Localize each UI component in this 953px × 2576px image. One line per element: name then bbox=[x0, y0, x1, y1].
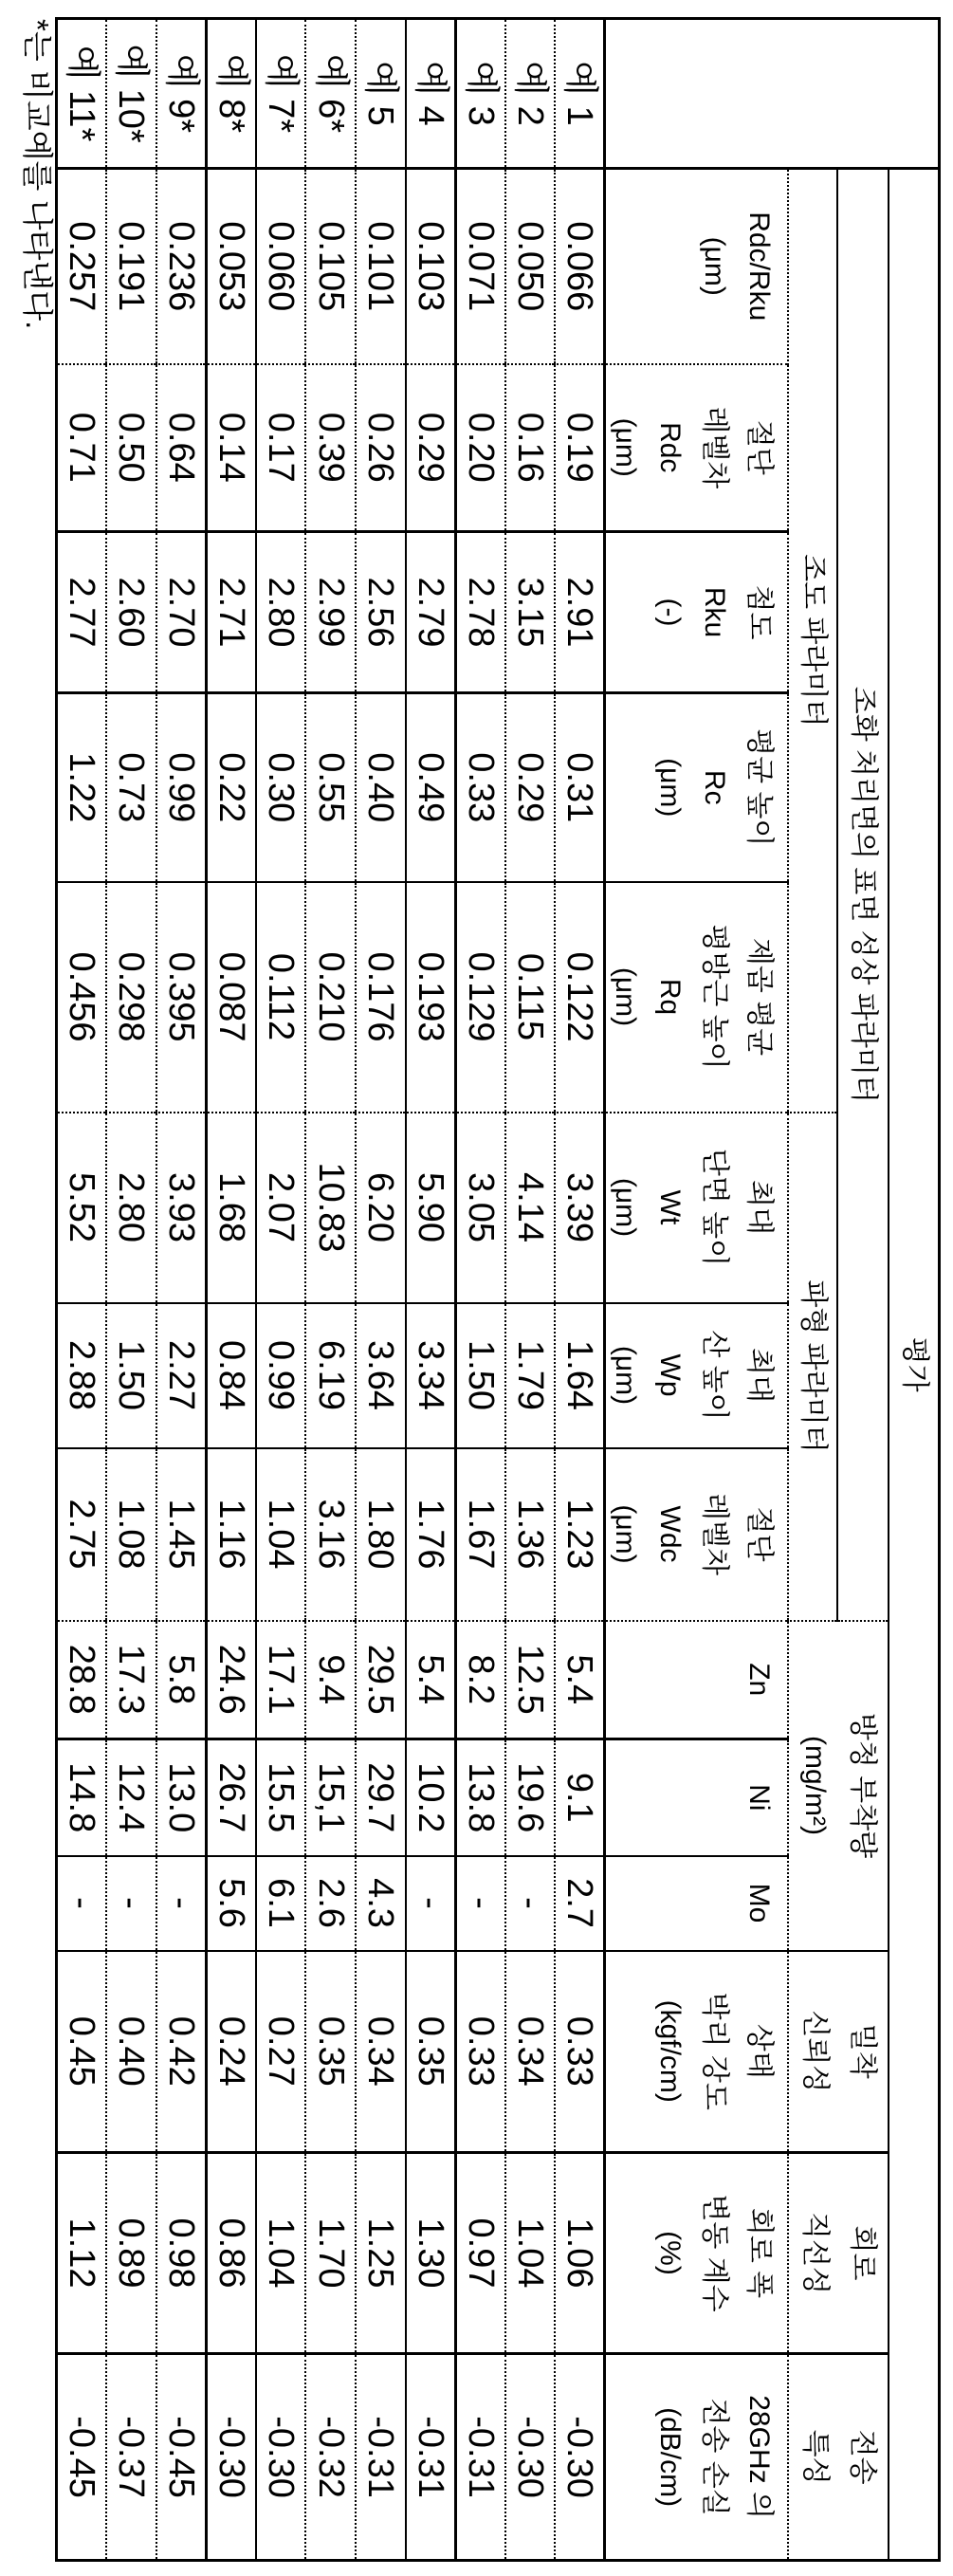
cell-transmission-loss: -0.45 bbox=[156, 2354, 207, 2561]
cell-wt: 2.80 bbox=[106, 1113, 156, 1303]
table-row bbox=[356, 19, 406, 2561]
row-label: 예 5 bbox=[356, 19, 406, 169]
row-label: 예 11* bbox=[56, 19, 106, 169]
cell-zn: 24.6 bbox=[206, 1621, 256, 1739]
cell-rdc-rku: 0.053 bbox=[206, 169, 256, 364]
column-header-line: Wt bbox=[654, 1189, 687, 1225]
cell-rdc: 0.14 bbox=[206, 364, 256, 532]
cell-ni: 15.5 bbox=[256, 1739, 306, 1856]
header-transmission-characteristics bbox=[789, 2354, 889, 2561]
cell-rdc-rku: 0.071 bbox=[455, 169, 505, 364]
cell-wp: 1.50 bbox=[106, 1303, 156, 1448]
cell-wdc: 1.80 bbox=[356, 1448, 406, 1621]
cell-rku: 2.71 bbox=[206, 532, 256, 693]
column-header-line: Wdc bbox=[654, 1505, 687, 1563]
column-header-line: (μm) bbox=[610, 1504, 642, 1564]
column-header-line: 변동 계수 bbox=[699, 2194, 731, 2312]
cell-width-variation: 1.04 bbox=[256, 2153, 306, 2354]
cell-wp: 1.50 bbox=[455, 1303, 505, 1448]
cell-rdc: 0.64 bbox=[156, 364, 207, 532]
cell-zn: 5.4 bbox=[555, 1621, 605, 1739]
column-header-rdc-rku bbox=[605, 169, 789, 364]
cell-rku: 2.60 bbox=[106, 532, 156, 693]
cell-mo: 2.7 bbox=[555, 1856, 605, 1951]
cell-rku: 2.70 bbox=[156, 532, 207, 693]
header-row-1 bbox=[889, 19, 940, 2561]
column-header-peel-strength bbox=[605, 1951, 789, 2153]
cell-rdc-rku: 0.060 bbox=[256, 169, 306, 364]
cell-wdc: 1.23 bbox=[555, 1448, 605, 1621]
cell-width-variation: 1.04 bbox=[505, 2153, 556, 2354]
cell-rku: 2.77 bbox=[56, 532, 106, 693]
column-header-width-variation bbox=[605, 2153, 789, 2354]
cell-wp: 0.84 bbox=[206, 1303, 256, 1448]
column-header-line: Rq bbox=[654, 978, 687, 1016]
column-header-line: 전송 손실 bbox=[699, 2398, 731, 2516]
table-row bbox=[256, 19, 306, 2561]
row-label: 예 10* bbox=[106, 19, 156, 169]
cell-mo: 4.3 bbox=[356, 1856, 406, 1951]
cell-wt: 5.90 bbox=[406, 1113, 456, 1303]
cell-rc: 0.22 bbox=[206, 693, 256, 882]
column-header-line: 상태 bbox=[743, 2023, 776, 2079]
header-evaluation: 평가 bbox=[889, 169, 940, 2561]
cell-zn: 17.3 bbox=[106, 1621, 156, 1739]
column-header-line: (μm) bbox=[610, 966, 642, 1027]
cell-rdc-rku: 0.105 bbox=[305, 169, 356, 364]
cell-rku: 2.91 bbox=[555, 532, 605, 693]
cell-wdc: 1.76 bbox=[406, 1448, 456, 1621]
cell-rdc-rku: 0.236 bbox=[156, 169, 207, 364]
cell-rdc: 0.20 bbox=[455, 364, 505, 532]
cell-rdc: 0.19 bbox=[555, 364, 605, 532]
column-header-content bbox=[607, 1622, 788, 1739]
cell-transmission-loss: -0.45 bbox=[56, 2354, 106, 2561]
evaluation-table bbox=[55, 17, 941, 2562]
column-header-content bbox=[607, 170, 788, 363]
header-line: 방청 부착량 bbox=[847, 1712, 879, 1859]
cell-wdc: 1.67 bbox=[455, 1448, 505, 1621]
header-line: 직선성 bbox=[799, 2212, 832, 2294]
header-adhesion-reliability bbox=[789, 1951, 889, 2153]
cell-zn: 5.8 bbox=[156, 1621, 207, 1739]
cell-transmission-loss: -0.31 bbox=[406, 2354, 456, 2561]
column-header-line: 회로 폭 bbox=[743, 2207, 776, 2299]
column-header-rdc bbox=[605, 364, 789, 532]
table-row bbox=[305, 19, 356, 2561]
cell-rq: 0.298 bbox=[106, 882, 156, 1113]
column-header-line: (μm) bbox=[610, 1177, 642, 1238]
cell-zn: 9.4 bbox=[305, 1621, 356, 1739]
cell-wt: 2.07 bbox=[256, 1113, 306, 1303]
cell-rq: 0.129 bbox=[455, 882, 505, 1113]
cell-mo: 5.6 bbox=[206, 1856, 256, 1951]
cell-width-variation: 1.25 bbox=[356, 2153, 406, 2354]
cell-rdc: 0.26 bbox=[356, 364, 406, 532]
cell-rku: 2.56 bbox=[356, 532, 406, 693]
column-header-line: (kgf/cm) bbox=[654, 1999, 687, 2103]
cell-peel-strength: 0.33 bbox=[455, 1951, 505, 2153]
row-label: 예 9* bbox=[156, 19, 207, 169]
cell-wt: 10.83 bbox=[305, 1113, 356, 1303]
cell-mo: - bbox=[505, 1856, 556, 1951]
cell-wdc: 2.75 bbox=[56, 1448, 106, 1621]
cell-rku: 2.78 bbox=[455, 532, 505, 693]
table-row bbox=[206, 19, 256, 2561]
column-header-line: 28GHz 의 bbox=[743, 2395, 776, 2519]
column-header-line: 절단 bbox=[743, 419, 776, 475]
row-label: 예 4 bbox=[406, 19, 456, 169]
cell-rc: 0.29 bbox=[505, 693, 556, 882]
cell-wp: 0.99 bbox=[256, 1303, 306, 1448]
cell-peel-strength: 0.40 bbox=[106, 1951, 156, 2153]
cell-rdc-rku: 0.191 bbox=[106, 169, 156, 364]
cell-rdc: 0.17 bbox=[256, 364, 306, 532]
cell-transmission-loss: -0.31 bbox=[455, 2354, 505, 2561]
column-header-line: Ni bbox=[743, 1784, 776, 1812]
cell-transmission-loss: -0.32 bbox=[305, 2354, 356, 2561]
cell-wp: 1.64 bbox=[555, 1303, 605, 1448]
table-row bbox=[106, 19, 156, 2561]
column-header-ni bbox=[605, 1739, 789, 1856]
cell-zn: 28.8 bbox=[56, 1621, 106, 1739]
column-header-content bbox=[607, 2154, 788, 2352]
cell-wp: 6.19 bbox=[305, 1303, 356, 1448]
cell-mo: - bbox=[406, 1856, 456, 1951]
column-header-content bbox=[607, 1857, 788, 1950]
cell-rc: 0.99 bbox=[156, 693, 207, 882]
column-header-wt bbox=[605, 1113, 789, 1303]
cell-rq: 0.193 bbox=[406, 882, 456, 1113]
cell-rdc-rku: 0.066 bbox=[555, 169, 605, 364]
column-header-wp bbox=[605, 1303, 789, 1448]
cell-rku: 2.80 bbox=[256, 532, 306, 693]
cell-ni: 19.6 bbox=[505, 1739, 556, 1856]
cell-transmission-loss: -0.30 bbox=[555, 2354, 605, 2561]
column-header-line: Rku bbox=[699, 586, 731, 638]
column-header-wdc bbox=[605, 1448, 789, 1621]
column-header-line: Wp bbox=[654, 1353, 687, 1397]
cell-rq: 0.087 bbox=[206, 882, 256, 1113]
header-line: 밀착 bbox=[847, 2023, 879, 2079]
cell-rq: 0.456 bbox=[56, 882, 106, 1113]
cell-transmission-loss: -0.30 bbox=[206, 2354, 256, 2561]
cell-wp: 2.88 bbox=[56, 1303, 106, 1448]
cell-ni: 14.8 bbox=[56, 1739, 106, 1856]
column-header-rku bbox=[605, 532, 789, 693]
cell-ni: 13.8 bbox=[455, 1739, 505, 1856]
cell-mo: - bbox=[156, 1856, 207, 1951]
column-header-line: (%) bbox=[654, 2231, 687, 2275]
cell-rc: 1.22 bbox=[56, 693, 106, 882]
cell-wp: 1.79 bbox=[505, 1303, 556, 1448]
column-header-line: 최대 bbox=[743, 1348, 776, 1403]
column-header-line: 레벨차 bbox=[699, 1493, 731, 1575]
cell-width-variation: 1.12 bbox=[56, 2153, 106, 2354]
cell-rq: 0.112 bbox=[256, 882, 306, 1113]
cell-rdc: 0.50 bbox=[106, 364, 156, 532]
cell-ni: 29.7 bbox=[356, 1739, 406, 1856]
column-header-line: Mo bbox=[743, 1883, 776, 1923]
column-header-line: (μm) bbox=[610, 417, 642, 477]
cell-zn: 12.5 bbox=[505, 1621, 556, 1739]
cell-peel-strength: 0.33 bbox=[555, 1951, 605, 2153]
cell-wdc: 1.16 bbox=[206, 1448, 256, 1621]
cell-zn: 29.5 bbox=[356, 1621, 406, 1739]
cell-width-variation: 0.89 bbox=[106, 2153, 156, 2354]
header-surface-texture-params: 조화 처리면의 표면 성상 파라미터 bbox=[838, 169, 889, 1621]
cell-transmission-loss: -0.30 bbox=[256, 2354, 306, 2561]
header-rust-coating-amount bbox=[789, 1621, 889, 1951]
cell-transmission-loss: -0.37 bbox=[106, 2354, 156, 2561]
cell-mo: - bbox=[455, 1856, 505, 1951]
row-label: 예 8* bbox=[206, 19, 256, 169]
table-row bbox=[156, 19, 207, 2561]
cell-rc: 0.30 bbox=[256, 693, 306, 882]
header-line: 전송 bbox=[847, 2429, 879, 2485]
cell-rc: 0.73 bbox=[106, 693, 156, 882]
cell-mo: - bbox=[106, 1856, 156, 1951]
cell-ni: 10.2 bbox=[406, 1739, 456, 1856]
header-waviness-params: 파형 파라미터 bbox=[789, 1113, 838, 1621]
corner-cell bbox=[605, 19, 940, 169]
cell-rc: 0.55 bbox=[305, 693, 356, 882]
cell-ni: 13.0 bbox=[156, 1739, 207, 1856]
cell-width-variation: 1.06 bbox=[555, 2153, 605, 2354]
column-header-line: 레벨차 bbox=[699, 406, 731, 489]
cell-peel-strength: 0.27 bbox=[256, 1951, 306, 2153]
cell-wp: 3.64 bbox=[356, 1303, 406, 1448]
cell-rdc-rku: 0.257 bbox=[56, 169, 106, 364]
cell-rdc: 0.29 bbox=[406, 364, 456, 532]
column-header-line: Rdc/Rku bbox=[743, 212, 776, 322]
cell-peel-strength: 0.35 bbox=[406, 1951, 456, 2153]
cell-transmission-loss: -0.31 bbox=[356, 2354, 406, 2561]
cell-mo: 6.1 bbox=[256, 1856, 306, 1951]
column-header-rq bbox=[605, 882, 789, 1113]
column-header-content bbox=[607, 1952, 788, 2152]
column-header-line: 절단 bbox=[743, 1506, 776, 1562]
header-row-2 bbox=[838, 19, 889, 2561]
cell-rdc-rku: 0.103 bbox=[406, 169, 456, 364]
cell-wdc: 1.04 bbox=[256, 1448, 306, 1621]
table-row bbox=[455, 19, 505, 2561]
cell-rku: 2.79 bbox=[406, 532, 456, 693]
cell-rq: 0.122 bbox=[555, 882, 605, 1113]
cell-width-variation: 1.30 bbox=[406, 2153, 456, 2354]
column-header-row bbox=[605, 19, 789, 2561]
column-header-transmission-loss bbox=[605, 2354, 789, 2561]
column-header-line: 최대 bbox=[743, 1180, 776, 1235]
cell-rdc-rku: 0.050 bbox=[505, 169, 556, 364]
column-header-line: (μm) bbox=[654, 758, 687, 818]
cell-wdc: 1.08 bbox=[106, 1448, 156, 1621]
row-label: 예 2 bbox=[505, 19, 556, 169]
cell-peel-strength: 0.24 bbox=[206, 1951, 256, 2153]
column-header-line: Zn bbox=[743, 1663, 776, 1697]
column-header-content bbox=[607, 365, 788, 531]
cell-rq: 0.210 bbox=[305, 882, 356, 1113]
cell-rdc-rku: 0.101 bbox=[356, 169, 406, 364]
cell-rc: 0.40 bbox=[356, 693, 406, 882]
row-label: 예 1 bbox=[555, 19, 605, 169]
column-header-line: 첨도 bbox=[743, 584, 776, 640]
column-header-line: 제곱 평균 bbox=[743, 937, 776, 1057]
cell-wt: 3.05 bbox=[455, 1113, 505, 1303]
cell-rq: 0.395 bbox=[156, 882, 207, 1113]
footnote: *는 비교예를 나타낸다. bbox=[20, 19, 55, 330]
column-header-line: 박리 강도 bbox=[699, 1992, 731, 2110]
header-roughness-params: 조도 파라미터 bbox=[789, 169, 838, 1113]
cell-mo: 2.6 bbox=[305, 1856, 356, 1951]
column-header-content bbox=[607, 1740, 788, 1855]
column-header-line: Rdc bbox=[654, 422, 687, 473]
cell-wdc: 1.36 bbox=[505, 1448, 556, 1621]
cell-zn: 8.2 bbox=[455, 1621, 505, 1739]
column-header-content bbox=[607, 2355, 788, 2559]
row-label: 예 3 bbox=[455, 19, 505, 169]
column-header-line: 단면 높이 bbox=[699, 1148, 731, 1267]
cell-wt: 5.52 bbox=[56, 1113, 106, 1303]
column-header-rc bbox=[605, 693, 789, 882]
cell-wt: 3.93 bbox=[156, 1113, 207, 1303]
cell-wdc: 3.16 bbox=[305, 1448, 356, 1621]
cell-rq: 0.176 bbox=[356, 882, 406, 1113]
cell-rdc: 0.71 bbox=[56, 364, 106, 532]
column-header-line: (μm) bbox=[610, 1345, 642, 1406]
column-header-zn bbox=[605, 1621, 789, 1739]
column-header-content bbox=[607, 1304, 788, 1447]
cell-wt: 1.68 bbox=[206, 1113, 256, 1303]
cell-rq: 0.115 bbox=[505, 882, 556, 1113]
column-header-line: 평균 높이 bbox=[743, 728, 776, 847]
cell-rc: 0.33 bbox=[455, 693, 505, 882]
cell-wp: 2.27 bbox=[156, 1303, 207, 1448]
cell-ni: 26.7 bbox=[206, 1739, 256, 1856]
cell-width-variation: 0.97 bbox=[455, 2153, 505, 2354]
cell-rc: 0.49 bbox=[406, 693, 456, 882]
cell-peel-strength: 0.34 bbox=[356, 1951, 406, 2153]
row-label: 예 6* bbox=[305, 19, 356, 169]
cell-ni: 12.4 bbox=[106, 1739, 156, 1856]
cell-peel-strength: 0.45 bbox=[56, 1951, 106, 2153]
column-header-content bbox=[607, 533, 788, 691]
column-header-content bbox=[607, 1113, 788, 1302]
table-row bbox=[406, 19, 456, 2561]
column-header-line: (-) bbox=[654, 598, 687, 627]
cell-ni: 9.1 bbox=[555, 1739, 605, 1856]
column-header-content bbox=[607, 883, 788, 1112]
cell-width-variation: 0.86 bbox=[206, 2153, 256, 2354]
column-header-line: 산 높이 bbox=[699, 1330, 731, 1421]
column-header-line: (μm) bbox=[699, 236, 731, 296]
table-row bbox=[505, 19, 556, 2561]
cell-width-variation: 0.98 bbox=[156, 2153, 207, 2354]
table-row bbox=[555, 19, 605, 2561]
cell-rc: 0.31 bbox=[555, 693, 605, 882]
header-circuit-linearity bbox=[789, 2153, 889, 2354]
cell-peel-strength: 0.35 bbox=[305, 1951, 356, 2153]
column-header-line: (dB/cm) bbox=[654, 2407, 687, 2508]
column-header-line: 평방근 높이 bbox=[699, 924, 731, 1070]
cell-wt: 4.14 bbox=[505, 1113, 556, 1303]
cell-ni: 15,1 bbox=[305, 1739, 356, 1856]
column-header-content bbox=[607, 1449, 788, 1620]
header-line: 신뢰성 bbox=[799, 2010, 832, 2093]
cell-transmission-loss: -0.30 bbox=[505, 2354, 556, 2561]
cell-peel-strength: 0.42 bbox=[156, 1951, 207, 2153]
cell-mo: - bbox=[56, 1856, 106, 1951]
row-label: 예 7* bbox=[256, 19, 306, 169]
column-header-content bbox=[607, 694, 788, 881]
cell-wdc: 1.45 bbox=[156, 1448, 207, 1621]
table-row bbox=[56, 19, 106, 2561]
cell-rku: 2.99 bbox=[305, 532, 356, 693]
cell-rdc: 0.16 bbox=[505, 364, 556, 532]
cell-zn: 5.4 bbox=[406, 1621, 456, 1739]
header-line: 회로 bbox=[847, 2225, 879, 2281]
column-header-mo bbox=[605, 1856, 789, 1951]
cell-peel-strength: 0.34 bbox=[505, 1951, 556, 2153]
column-header-line: Rc bbox=[699, 769, 731, 805]
cell-wp: 3.34 bbox=[406, 1303, 456, 1448]
header-line: 특성 bbox=[799, 2429, 832, 2485]
cell-wt: 6.20 bbox=[356, 1113, 406, 1303]
header-line: (mg/m²) bbox=[799, 1736, 832, 1835]
cell-wt: 3.39 bbox=[555, 1113, 605, 1303]
cell-width-variation: 1.70 bbox=[305, 2153, 356, 2354]
cell-zn: 17.1 bbox=[256, 1621, 306, 1739]
cell-rku: 3.15 bbox=[505, 532, 556, 693]
cell-rdc: 0.39 bbox=[305, 364, 356, 532]
